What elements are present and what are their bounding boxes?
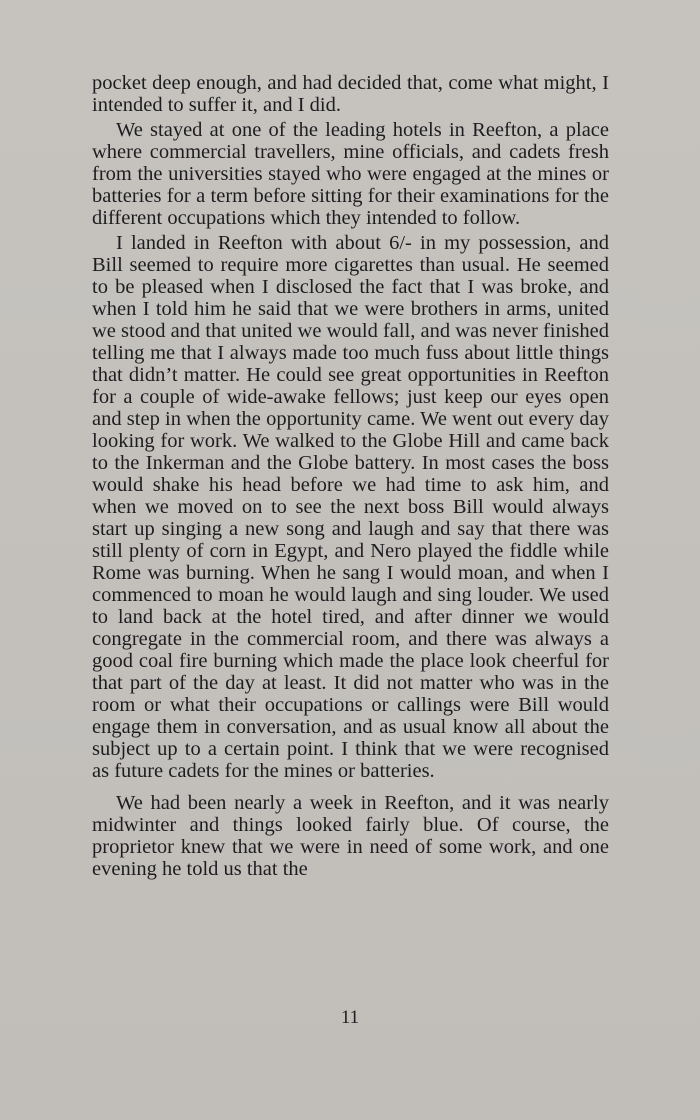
- paragraph-1: pocket deep enough, and had decided that, come what might, I intended to suffer it, and I did.: [92, 72, 609, 116]
- page-number: 11: [340, 1007, 360, 1028]
- paragraph-3: I landed in Reefton with about 6/- in my possession, and Bill seemed to require more cigarettes than usual. He seemed to be pleased when I disclosed the fact that I was broke, and when I told him he said that we were brothers in arms, united we stood and that united we would fall, and was never finished telling me that I always made too much fuss about little things that didn’t matter. He could see great opportunities in Reefton for a couple of wide-awake fellows; just keep our eyes open and step in when the opportunity came. We went out every day looking for work. We walked to the Globe Hill and came back to the Inkerman and the Globe battery. In most cases the boss would shake his head before we had time to ask him, and when we moved on to see the next boss Bill would always start up singing a new song and laugh and say that there was still plenty of corn in Egypt, and Nero played the fiddle while Rome was burning. When he sang I would moan, and when I commenced to moan he would laugh and sing louder. We used to land back at the hotel tired, and after dinner we would congregate in the commercial room, and there was always a good coal fire burning which made the place look cheerful for that part of the day at least. It did not matter who was in the room or what their occupations or callings were Bill would engage them in conversation, and as usual know all about the subject up to a certain point. I think that we were recognised as future cadets for the mines or batteries.: [92, 232, 609, 782]
- body-text: [92, 72, 609, 880]
- paragraph-2: We stayed at one of the leading hotels in Reefton, a place where commercial travellers, mine officials, and cadets fresh from the universities stayed who were engaged at the mines or batteries for a term before sitting for their examinations for the different occupations which they intended to follow.: [92, 119, 609, 229]
- paragraph-4: We had been nearly a week in Reefton, and it was nearly midwinter and things looked fairly blue. Of course, the proprietor knew that we were in need of some work, and one evening he told us that the: [92, 792, 609, 880]
